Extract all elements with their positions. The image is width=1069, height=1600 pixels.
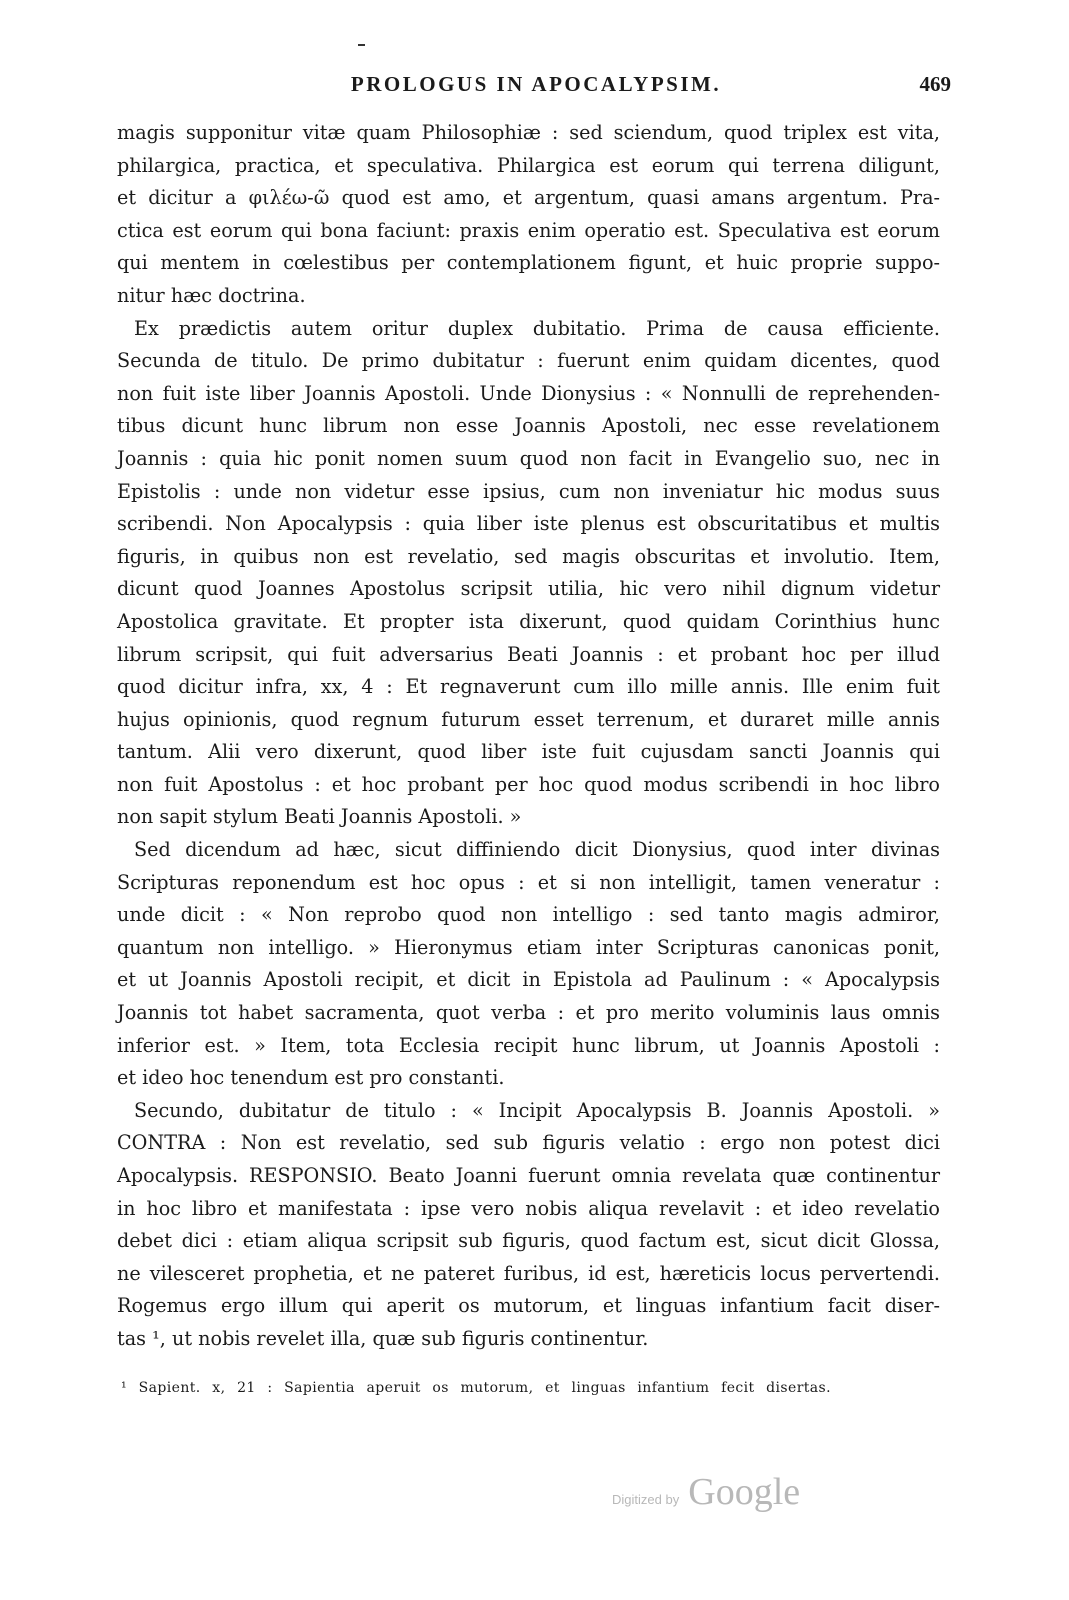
text-line: et ut Joannis Apostoli recipit, et dicit in Epistola ad Paulinum : « Apocalypsis — [117, 968, 940, 992]
text-line: et dicitur a φιλέω-ῶ quod est amo, et argentum, quasi amans argentum. Pra- — [117, 186, 940, 210]
text-line: Secundo, dubitatur de titulo : « Incipit Apocalypsis B. Joannis Apostoli. » — [134, 1098, 940, 1122]
text-line: Sed dicendum ad hæc, sicut diffiniendo dicit Dionysius, quod inter divinas — [134, 838, 940, 862]
text-line: hujus opinionis, quod regnum futurum esset terrenum, et duraret mille annis — [117, 707, 940, 731]
text-line: non fuit iste liber Joannis Apostoli. Unde Dionysius : « Nonnulli de reprehenden- — [117, 381, 940, 405]
text-line: unde dicit : « Non reprobo quod non intelligo : sed tanto magis admiror, — [117, 903, 940, 927]
digitized-by-google-watermark — [612, 1470, 822, 1520]
text-line: non fuit Apostolus : et hoc probant per hoc quod modus scribendi in hoc libro — [117, 772, 940, 796]
text-line: in hoc libro et manifestata : ipse vero nobis aliqua revelavit : et ideo revelatio — [117, 1196, 940, 1220]
text-line: Joannis tot habet sacramenta, quot verba : et pro merito voluminis laus omnis — [117, 1001, 940, 1025]
text-line: tibus dicunt hunc librum non esse Joannis Apostoli, nec esse revelationem — [117, 414, 940, 438]
text-line: tantum. Alii vero dixerunt, quod liber iste fuit cujusdam sancti Joannis qui — [117, 740, 940, 764]
footnote: ¹ Sapient. x, 21 : Sapientia aperuit os mutorum, et linguas infantium fecit disertas. — [121, 1380, 831, 1396]
text-line: et ideo hoc tenendum est pro constanti. — [117, 1066, 505, 1090]
text-line: Ex prædictis autem oritur duplex dubitatio. Prima de causa efficiente. — [134, 316, 940, 340]
text-line: Apocalypsis. RESPONSIO. Beato Joanni fuerunt omnia revelata quæ continentur — [117, 1164, 940, 1187]
page-number: 469 — [919, 72, 951, 96]
text-line: dicunt quod Joannes Apostolus scripsit utilia, hic vero nihil dignum videtur — [117, 577, 940, 601]
paragraph-3 — [117, 834, 940, 1095]
text-line: Rogemus ergo illum qui aperit os mutorum, et linguas infantium facit diser- — [117, 1294, 940, 1318]
text-line: Epistolis : unde non videtur esse ipsius, cum non inveniatur hic modus suus — [117, 479, 940, 503]
text-line: scribendi. Non Apocalypsis : quia liber iste plenus est obscuritatibus et multis — [117, 512, 940, 536]
text-line: inferior est. » Item, tota Ecclesia recipit hunc librum, ut Joannis Apostoli : — [117, 1033, 940, 1057]
text-line: Joannis : quia hic ponit nomen suum quod non facit in Evangelio suo, nec in — [117, 446, 940, 470]
running-head — [117, 72, 955, 102]
text-line: ctica est eorum qui bona faciunt: praxis enim operatio est. Speculativa est eorum — [117, 218, 940, 242]
watermark-prefix: Digitized by — [612, 1492, 680, 1507]
text-line: Secunda de titulo. De primo dubitatur : fuerunt enim quidam dicentes, quod — [117, 349, 940, 373]
text-line: ne vilesceret prophetia, et ne pateret furibus, id est, hæreticis locus pervertendi. — [117, 1261, 940, 1285]
paragraph-4 — [117, 1095, 940, 1356]
paragraph-2 — [117, 313, 940, 835]
text-line: nitur hæc doctrina. — [117, 283, 306, 307]
running-title: PROLOGUS IN APOCALYPSIM. — [350, 72, 722, 96]
text-line: quantum non intelligo. » Hieronymus etiam inter Scripturas canonicas ponit, — [117, 935, 940, 959]
text-line: Apostolica gravitate. Et propter ista dixerunt, quod quidam Corinthius hunc — [117, 609, 940, 633]
text-line: tas ¹, ut nobis revelet illa, quæ sub figuris continentur. — [117, 1326, 649, 1350]
text-line: non sapit stylum Beati Joannis Apostoli. » — [117, 805, 522, 829]
body-text — [117, 117, 940, 1356]
text-line: librum scripsit, qui fuit adversarius Beati Joannis : et probant hoc per illud — [117, 642, 940, 666]
text-line: Scripturas reponendum est hoc opus : et si non intelligit, tamen veneratur : — [117, 870, 940, 894]
text-line: debet dici : etiam aliqua scripsit sub figuris, quod factum est, sicut dicit Glossa, — [117, 1229, 940, 1253]
text-line: qui mentem in cœlestibus per contemplationem figunt, et huic proprie suppo- — [117, 251, 940, 275]
text-line: figuris, in quibus non est revelatio, sed magis obscuritas et involutio. Item, — [117, 544, 940, 568]
text-line: quod dicitur infra, xx, 4 : Et regnaverunt cum illo mille annis. Ille enim fuit — [117, 675, 940, 699]
paragraph-1 — [117, 117, 940, 313]
text-line: philargica, practica, et speculativa. Philargica est eorum qui terrena diligunt, — [117, 153, 940, 177]
text-line: CONTRA : Non est revelatio, sed sub figuris velatio : ergo non potest dici — [117, 1131, 940, 1155]
text-line: magis supponitur vitæ quam Philosophiæ : sed sciendum, quod triplex est vita, — [117, 121, 940, 144]
google-logo: Google — [688, 1471, 801, 1513]
printer-dash-mark — [358, 44, 365, 46]
